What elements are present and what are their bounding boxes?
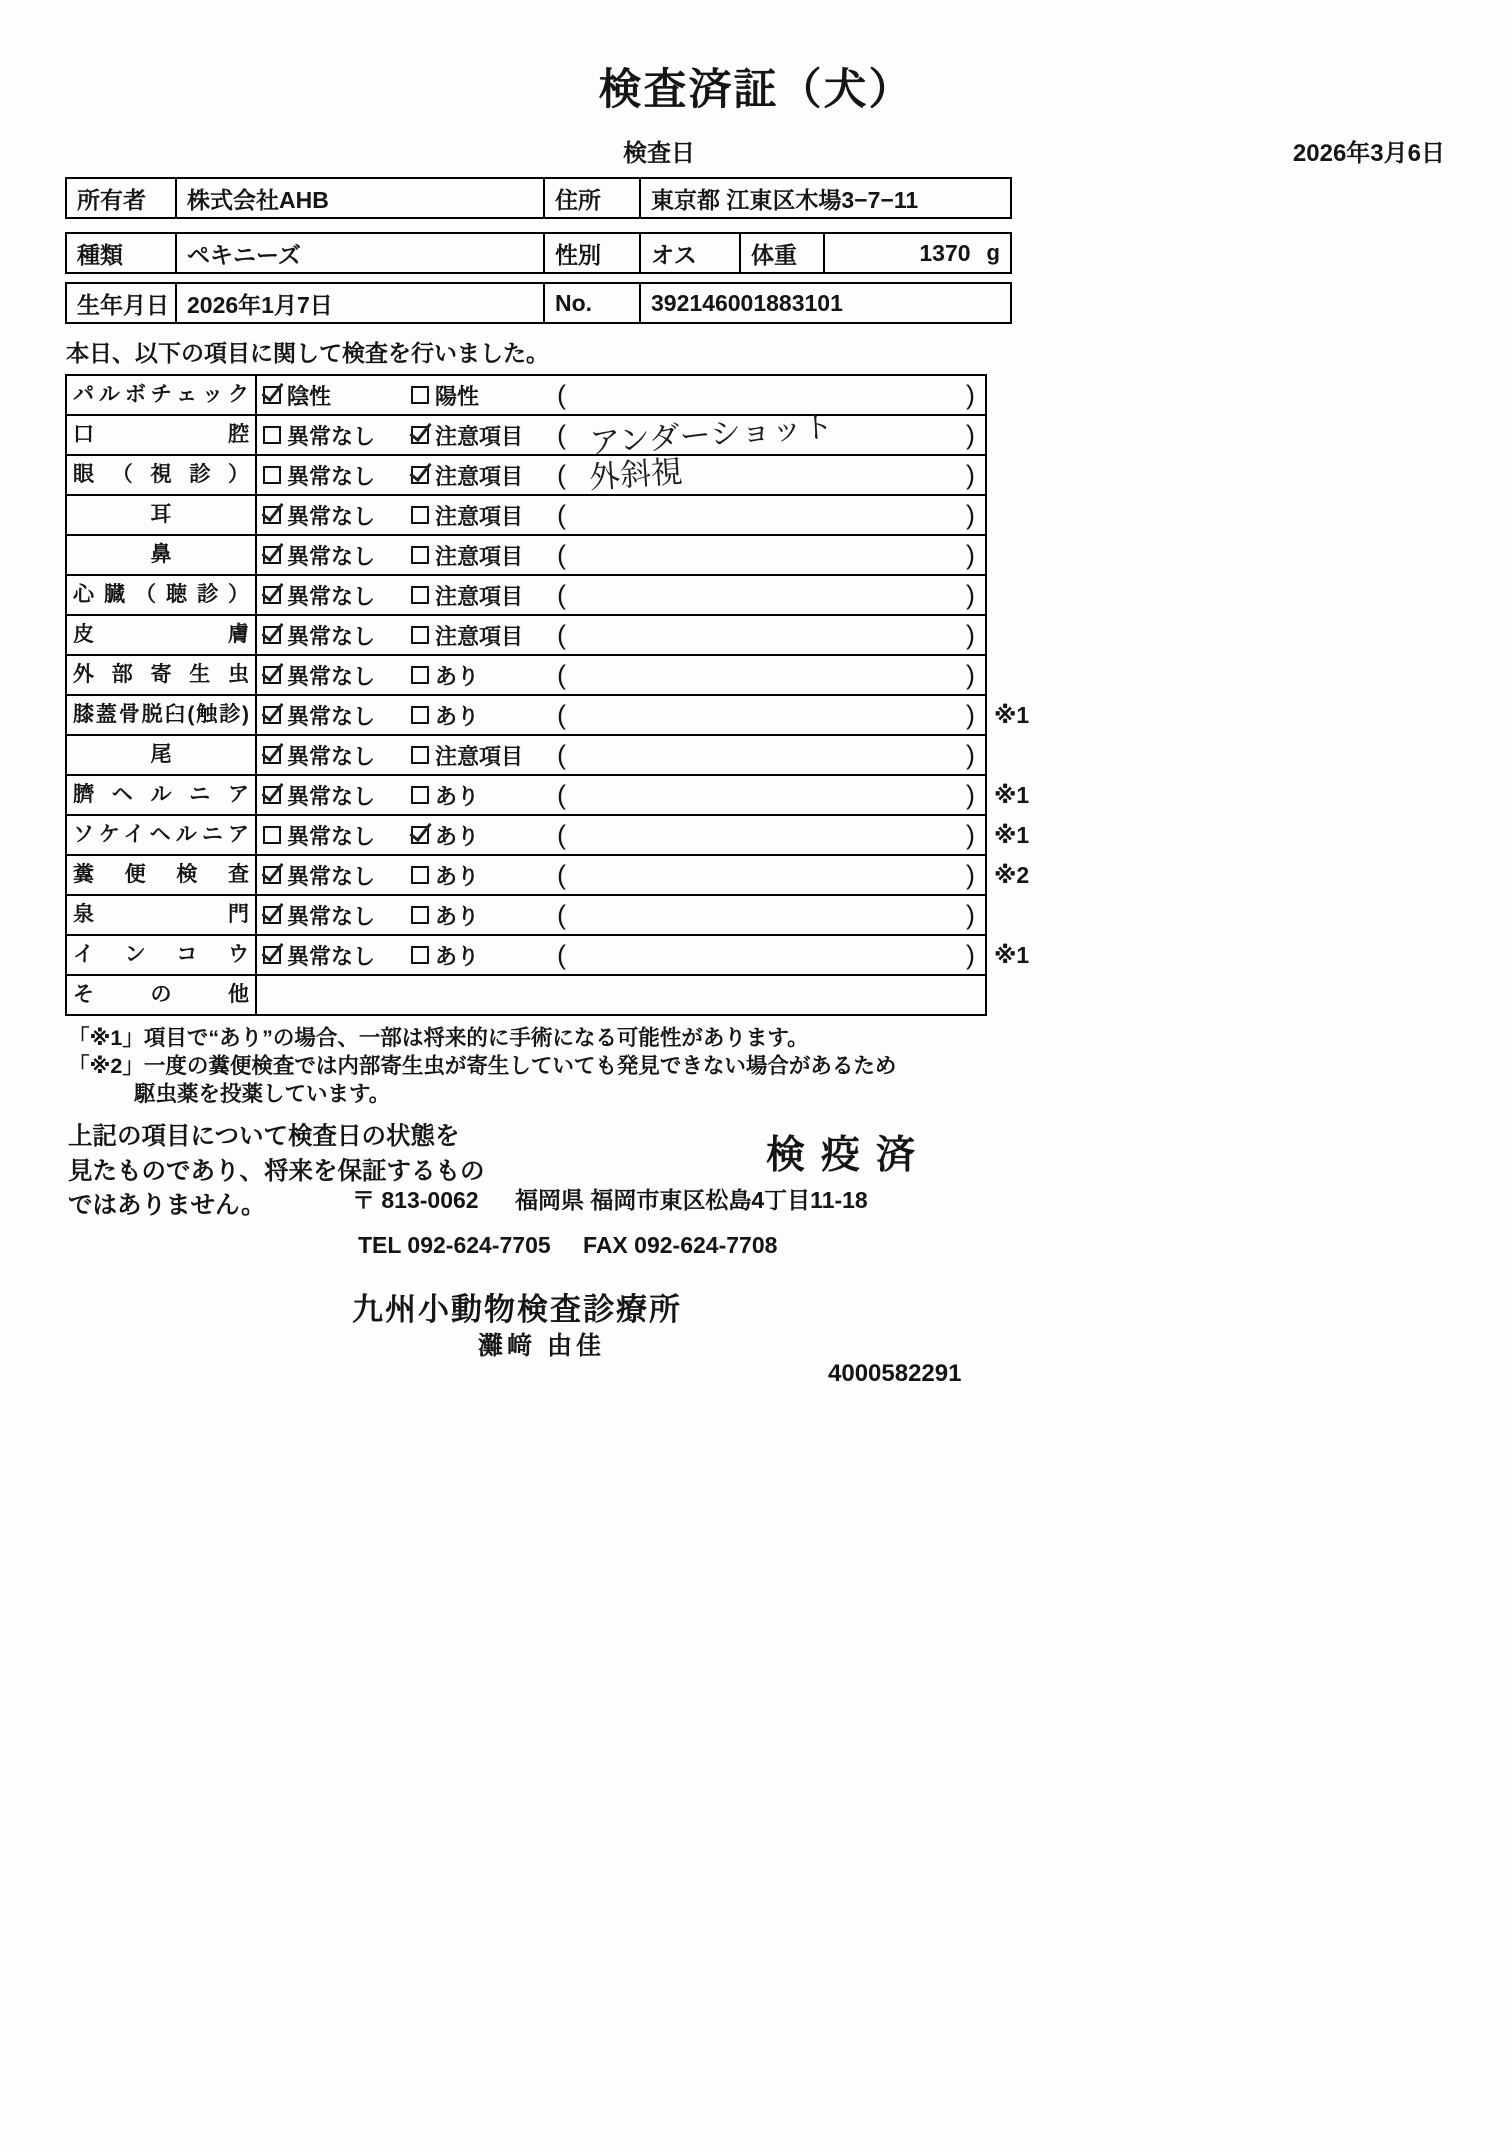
open-paren-icon: ( xyxy=(557,659,566,690)
remarks-field xyxy=(553,536,985,574)
weight-label: 体重 xyxy=(741,234,825,272)
option-2-label: あり xyxy=(435,823,480,849)
checklist-row xyxy=(67,376,985,414)
checklist-item-body xyxy=(257,576,985,614)
checklist-row xyxy=(67,574,985,614)
close-paren-icon: ) xyxy=(966,699,975,730)
checkbox-icon xyxy=(263,866,281,884)
clinic-postal-line xyxy=(352,1182,868,1215)
option-1 xyxy=(257,580,405,611)
checklist-item-body xyxy=(257,453,985,496)
checklist-item-body xyxy=(257,408,985,461)
checkbox-icon xyxy=(411,786,429,804)
footnote-1: 「※1」項目で“あり”の場合、一部は将来的に手術になる可能性があります。 xyxy=(68,1026,809,1050)
option-1 xyxy=(257,780,405,811)
open-paren-icon: ( xyxy=(557,739,566,770)
option-1-label: 異常なし xyxy=(287,423,376,449)
checkbox-icon xyxy=(411,626,429,644)
checkbox-icon xyxy=(411,746,429,764)
open-paren-icon: ( xyxy=(557,939,566,970)
option-2-label: 注意項目 xyxy=(435,503,524,529)
checkbox-icon xyxy=(263,386,281,404)
option-1-label: 異常なし xyxy=(287,543,376,569)
checklist-item-label: 尾 xyxy=(67,736,257,774)
close-paren-icon: ) xyxy=(966,539,975,570)
checkbox-icon xyxy=(411,666,429,684)
checklist-item-label: 泉門 xyxy=(67,896,257,934)
clinic-fax: FAX 092-624-7708 xyxy=(583,1232,778,1258)
open-paren-icon: ( xyxy=(557,539,566,570)
weight-value-cell xyxy=(825,234,1010,272)
remarks-field xyxy=(553,616,985,654)
checkbox-icon xyxy=(263,506,281,524)
document-title: 検査済証（犬） xyxy=(598,66,914,114)
checklist-item-label: 心臓（聴診） xyxy=(67,576,257,614)
open-paren-icon: ( xyxy=(557,619,566,650)
inspection-date-row xyxy=(65,133,1447,167)
option-2 xyxy=(405,620,553,651)
checkbox-icon xyxy=(263,426,281,444)
clinic-postal-code: 〒 813-0062 xyxy=(352,1187,479,1213)
checklist-row xyxy=(67,694,1030,734)
option-2-label: あり xyxy=(435,783,480,809)
option-1 xyxy=(257,660,405,691)
checklist-item-label: その他 xyxy=(67,976,257,1014)
option-1-label: 異常なし xyxy=(287,703,376,729)
no-label: No. xyxy=(545,284,641,322)
option-2 xyxy=(405,860,553,891)
open-paren-icon: ( xyxy=(557,819,566,850)
handwritten-note: 外斜視 xyxy=(588,453,684,496)
footnote-mark: ※1 xyxy=(994,942,1030,968)
checklist-item-label: 鼻 xyxy=(67,536,257,574)
clinic-tel: TEL 092-624-7705 xyxy=(358,1232,551,1258)
option-1 xyxy=(257,820,405,851)
option-2-label: 陽性 xyxy=(435,383,480,409)
open-paren-icon: ( xyxy=(557,459,566,490)
checkbox-icon xyxy=(263,826,281,844)
close-paren-icon: ) xyxy=(966,459,975,490)
remarks-field xyxy=(553,936,985,974)
option-2-label: 注意項目 xyxy=(435,623,524,649)
option-1 xyxy=(257,460,405,491)
checkbox-icon xyxy=(411,466,429,484)
checklist-item-body xyxy=(257,736,985,774)
checklist-item-body xyxy=(257,936,985,974)
checklist-item-label: 口腔 xyxy=(67,416,257,454)
checklist-row xyxy=(67,814,1030,854)
open-paren-icon: ( xyxy=(557,499,566,530)
option-1 xyxy=(257,700,405,731)
option-1-label: 異常なし xyxy=(287,903,376,929)
checklist-item-body xyxy=(257,696,985,734)
disclaimer-line-3: ではありません。 xyxy=(68,1192,266,1220)
footnote-2: 「※2」一度の糞便検査では内部寄生虫が寄生していても発見できない場合があるため xyxy=(68,1053,897,1078)
checklist-item-body xyxy=(257,616,985,654)
option-2-label: あり xyxy=(435,943,480,969)
no-value: 392146001883101 xyxy=(651,289,843,316)
birthdate-label: 生年月日 xyxy=(67,284,177,322)
checklist-item-body xyxy=(257,496,985,534)
option-1-label: 異常なし xyxy=(287,663,376,689)
owner-label: 所有者 xyxy=(67,179,177,217)
checkbox-icon xyxy=(263,546,281,564)
checklist-item-body xyxy=(257,776,985,814)
checklist-row xyxy=(67,734,985,774)
option-2 xyxy=(405,780,553,811)
checklist-item-body xyxy=(257,856,985,894)
option-1-label: 異常なし xyxy=(287,583,376,609)
remarks-field xyxy=(553,856,985,894)
option-2 xyxy=(405,460,553,491)
checklist-item-label: 外部寄生虫 xyxy=(67,656,257,694)
checklist-item-label: 臍ヘルニア xyxy=(67,776,257,814)
close-paren-icon: ) xyxy=(966,579,975,610)
sex-value: オス xyxy=(641,234,741,272)
checklist-item-label: 耳 xyxy=(67,496,257,534)
open-paren-icon: ( xyxy=(557,419,566,450)
clinic-name: 九州小動物検査診療所 xyxy=(352,1292,682,1327)
option-2-label: あり xyxy=(435,703,480,729)
checklist-item-label: 糞便検査 xyxy=(67,856,257,894)
checkbox-icon xyxy=(411,546,429,564)
close-paren-icon: ) xyxy=(966,659,975,690)
option-2-label: 注意項目 xyxy=(435,543,524,569)
checklist-row xyxy=(67,534,985,574)
option-1-label: 異常なし xyxy=(287,503,376,529)
open-paren-icon: ( xyxy=(557,579,566,610)
checklist-item-label: パルボチェック xyxy=(67,376,257,414)
checklist-item-body xyxy=(257,536,985,574)
remarks-field xyxy=(553,696,985,734)
checklist-row xyxy=(67,454,985,494)
option-1 xyxy=(257,500,405,531)
remarks-field xyxy=(553,656,985,694)
checklist-row xyxy=(67,934,1030,974)
checkbox-icon xyxy=(411,586,429,604)
remarks-field xyxy=(553,453,985,496)
remarks-field xyxy=(553,576,985,614)
remarks-field xyxy=(553,736,985,774)
option-2-label: あり xyxy=(435,863,480,889)
footnote-mark: ※2 xyxy=(994,862,1030,888)
option-2-label: 注意項目 xyxy=(435,743,524,769)
checkbox-icon xyxy=(263,786,281,804)
footnote-mark: ※1 xyxy=(994,822,1030,848)
checklist-item-label: 膝蓋骨脱臼(触診) xyxy=(67,696,257,734)
option-2 xyxy=(405,540,553,571)
handwritten-note: アンダーショット xyxy=(588,408,835,461)
close-paren-icon: ) xyxy=(966,619,975,650)
checklist-row xyxy=(67,774,1030,814)
option-1 xyxy=(257,420,405,451)
veterinarian-name: 灘﨑 由佳 xyxy=(478,1332,605,1360)
option-1-label: 異常なし xyxy=(287,943,376,969)
option-2-label: あり xyxy=(435,663,480,689)
option-2 xyxy=(405,580,553,611)
disclaimer-line-2: 見たものであり、将来を保証するもの xyxy=(68,1157,485,1185)
footnote-mark: ※1 xyxy=(994,702,1030,728)
owner-value: 株式会社AHB xyxy=(177,179,545,217)
option-1 xyxy=(257,940,405,971)
option-1-label: 異常なし xyxy=(287,823,376,849)
checklist-item-body xyxy=(257,896,985,934)
option-1 xyxy=(257,740,405,771)
close-paren-icon: ) xyxy=(966,899,975,930)
checkbox-icon xyxy=(411,826,429,844)
checklist-row xyxy=(67,614,985,654)
checklist-row xyxy=(67,854,1030,894)
option-2 xyxy=(405,500,553,531)
open-paren-icon: ( xyxy=(557,899,566,930)
close-paren-icon: ) xyxy=(966,499,975,530)
weight-unit: g xyxy=(986,240,1000,265)
close-paren-icon: ) xyxy=(966,739,975,770)
breed-label: 種類 xyxy=(67,234,177,272)
checklist-item-body xyxy=(257,656,985,694)
option-2 xyxy=(405,900,553,931)
option-1 xyxy=(257,540,405,571)
checkbox-icon xyxy=(263,586,281,604)
checkbox-icon xyxy=(411,706,429,724)
remarks-field xyxy=(553,496,985,534)
checkbox-icon xyxy=(411,386,429,404)
checkbox-icon xyxy=(411,866,429,884)
checklist-row xyxy=(67,654,985,694)
option-2-label: 注意項目 xyxy=(435,463,524,489)
option-1-label: 異常なし xyxy=(287,743,376,769)
weight-value: 1370 xyxy=(919,239,971,266)
open-paren-icon: ( xyxy=(557,859,566,890)
option-1 xyxy=(257,860,405,891)
quarantine-stamp: 検疫済 xyxy=(766,1134,932,1177)
option-1 xyxy=(257,900,405,931)
checklist-item-body xyxy=(257,376,985,414)
checklist-row xyxy=(67,974,985,1014)
option-2 xyxy=(405,820,553,851)
checkbox-icon xyxy=(411,426,429,444)
option-1 xyxy=(257,380,405,411)
checkbox-icon xyxy=(263,466,281,484)
checklist-row xyxy=(67,894,985,934)
close-paren-icon: ) xyxy=(966,379,975,410)
remarks-field xyxy=(553,896,985,934)
open-paren-icon: ( xyxy=(557,379,566,410)
checkbox-icon xyxy=(411,946,429,964)
checkbox-icon xyxy=(411,906,429,924)
clinic-address: 福岡県 福岡市東区松島4丁目11-18 xyxy=(514,1187,868,1213)
checkbox-icon xyxy=(263,666,281,684)
remarks-field xyxy=(553,776,985,814)
checklist-row xyxy=(67,408,985,461)
close-paren-icon: ) xyxy=(966,939,975,970)
checkbox-icon xyxy=(263,706,281,724)
option-1-label: 異常なし xyxy=(287,863,376,889)
option-2 xyxy=(405,700,553,731)
option-1-label: 異常なし xyxy=(287,623,376,649)
sex-label: 性別 xyxy=(545,234,641,272)
option-2 xyxy=(405,380,553,411)
checkbox-icon xyxy=(263,906,281,924)
disclaimer-line-1: 上記の項目について検査日の状態を xyxy=(68,1122,460,1150)
footnotes xyxy=(68,1025,1512,1109)
breed-value: ペキニーズ xyxy=(177,234,545,272)
checklist-item-label: ソケイヘルニア xyxy=(67,816,257,854)
option-1 xyxy=(257,620,405,651)
option-1-label: 陰性 xyxy=(287,383,332,409)
remarks-field xyxy=(553,408,985,461)
inspection-checklist-table xyxy=(65,374,1030,1016)
footnote-mark: ※1 xyxy=(994,782,1030,808)
remarks-field xyxy=(553,816,985,854)
checkbox-icon xyxy=(263,746,281,764)
checkbox-icon xyxy=(263,946,281,964)
checklist-item-label: 皮膚 xyxy=(67,616,257,654)
option-2 xyxy=(405,940,553,971)
checkbox-icon xyxy=(411,506,429,524)
animal-table-row1 xyxy=(65,232,1012,274)
birthdate-value: 2026年1月7日 xyxy=(177,284,545,322)
document-number: 4000582291 xyxy=(828,1360,962,1387)
option-1-label: 異常なし xyxy=(287,783,376,809)
checklist-item-body xyxy=(257,816,985,854)
option-2 xyxy=(405,420,553,451)
address-label: 住所 xyxy=(545,179,641,217)
option-1-label: 異常なし xyxy=(287,463,376,489)
close-paren-icon: ) xyxy=(966,859,975,890)
checkbox-icon xyxy=(263,626,281,644)
open-paren-icon: ( xyxy=(557,699,566,730)
close-paren-icon: ) xyxy=(966,779,975,810)
checklist-item-label: 眼（視診） xyxy=(67,456,257,494)
address-value: 東京都 江東区木場3−7−11 xyxy=(651,186,919,213)
checklist-row xyxy=(67,494,985,534)
open-paren-icon: ( xyxy=(557,779,566,810)
owner-table xyxy=(65,177,1012,219)
inspection-date-value: 2026年3月6日 xyxy=(1292,140,1445,167)
option-2-label: 注意項目 xyxy=(435,583,524,609)
animal-table-row2 xyxy=(65,282,1012,324)
checklist-item-label: インコウ xyxy=(67,936,257,974)
option-2-label: あり xyxy=(435,903,480,929)
option-2 xyxy=(405,740,553,771)
inspection-date-label: 検査日 xyxy=(623,140,695,167)
option-2 xyxy=(405,660,553,691)
footnote-2-continued: 駆虫薬を投薬しています。 xyxy=(134,1081,391,1106)
close-paren-icon: ) xyxy=(966,419,975,450)
intro-text: 本日、以下の項目に関して検査を行いました。 xyxy=(66,340,549,366)
close-paren-icon: ) xyxy=(966,819,975,850)
option-2-label: 注意項目 xyxy=(435,423,524,449)
clinic-tel-line xyxy=(358,1232,777,1259)
checklist-item-body xyxy=(257,976,985,1014)
